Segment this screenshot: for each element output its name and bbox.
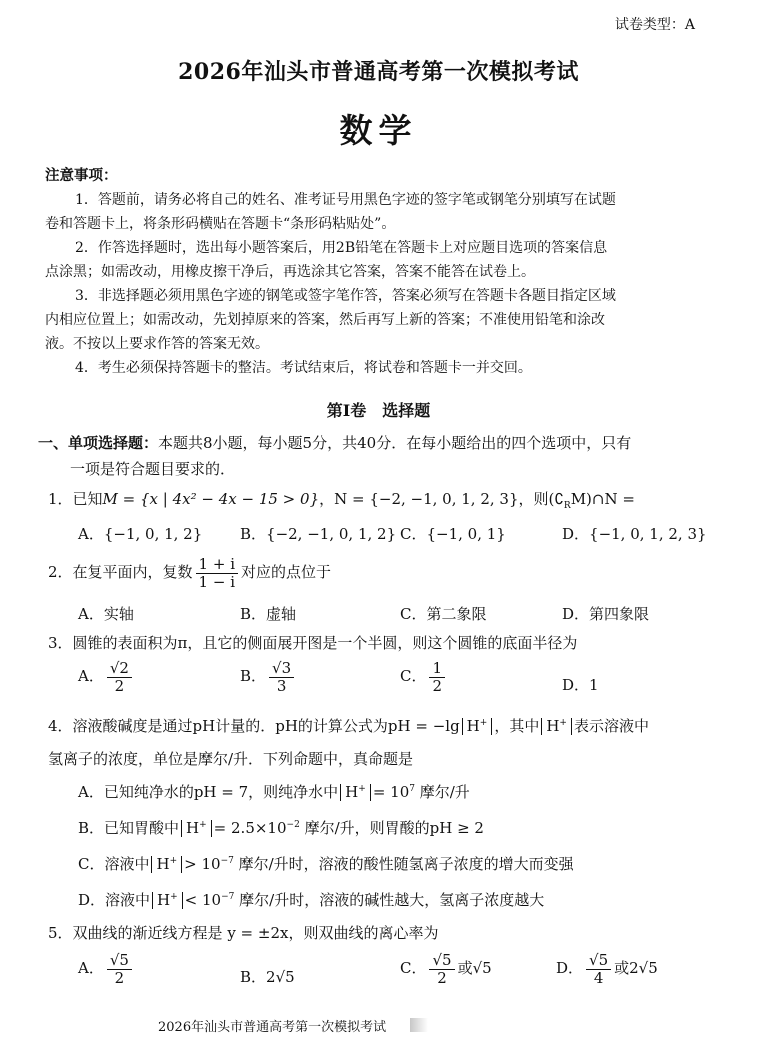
q3-a-fraction [107, 660, 132, 694]
q4-a-eq: = 10 [372, 783, 410, 801]
q2-denominator: 1 − i [198, 572, 235, 591]
question-5: 5．双曲线的渐近线方程是 y = ±2x，则双曲线的离心率为 [48, 924, 439, 942]
q3-d-value: 1 [589, 676, 599, 694]
q3-option-d [562, 674, 599, 695]
q3-d-label: D． [562, 676, 590, 694]
q3-c-label: C． [400, 667, 427, 685]
q4-c-text: C．溶液中 [78, 855, 150, 873]
notice-line: 4．考生必须保持答题卡的整洁。考试结束后，将试卷和答题卡一并交回。 [75, 360, 532, 376]
q5-a-num: √5 [107, 952, 132, 970]
q4-c-exp: −7 [220, 856, 234, 866]
q4-c-eq: > 10 [184, 855, 221, 873]
q4-option-b [78, 817, 484, 838]
part-text: 本题共8小题，每小题5分，共40分．在每小题给出的四个选项中，只有 [158, 434, 632, 452]
q5-c-den: 2 [437, 968, 447, 987]
q4-h-sym-2: H [546, 717, 560, 735]
q5-d-tail: 或2√5 [614, 959, 658, 977]
q3-b-fraction [269, 660, 294, 694]
q5-option-a [78, 952, 135, 986]
notice-line: 内相应位置上；如需改动，先划掉原来的答案，然后再写上新的答案；不准使用铅笔和涂改 [45, 312, 605, 328]
q1-ask-sub: R [563, 501, 571, 511]
part-text-line2: 一项是符合题目要求的． [70, 460, 236, 478]
q5-c-fraction [429, 952, 454, 986]
q3-c-num: 1 [429, 660, 445, 678]
q2-option-d: D．第四象限 [562, 605, 650, 623]
q1-option-a: A．{−1, 0, 1, 2} [78, 525, 203, 543]
q3-c-fraction [429, 660, 445, 694]
q3-a-label: A． [78, 667, 104, 685]
q4-a-exp: 7 [409, 784, 415, 794]
q4-b-h-sym: H [186, 819, 200, 837]
q4-a-tail: 摩尔/升 [414, 783, 470, 801]
q1-prefix: 1．已知 [48, 490, 103, 508]
question-2 [48, 556, 331, 590]
q3-b-den: 3 [276, 676, 287, 695]
q2-option-b: B．虚轴 [240, 605, 297, 623]
q4-c-h-sym: H [156, 855, 170, 873]
q4-h-ion: H+ [462, 718, 493, 735]
q4-b-h-ion: H+ [181, 820, 212, 837]
q2-fraction [196, 556, 238, 590]
q2-prefix: 2．在复平面内，复数 [48, 563, 193, 581]
q1-set-m: M = {x | 4x² − 4x − 15 > 0} [102, 490, 320, 508]
q4-a-h-ion: H+ [340, 784, 371, 801]
q5-d-label: D． [556, 959, 584, 977]
q4-a-h-sym: H [345, 783, 359, 801]
q4-text-b: ，其中 [494, 717, 540, 735]
q3-a-num: √2 [107, 660, 132, 678]
question-4-line1 [48, 715, 649, 736]
q3-option-b [240, 660, 297, 694]
q2-option-a: A．实轴 [78, 605, 134, 623]
q2-option-c: C．第二象限 [400, 605, 487, 623]
q5-option-d [556, 952, 658, 986]
notice-line: 2．作答选择题时，选出每小题答案后，用2B铅笔在答题卡上对应题目选项的答案信息 [75, 240, 608, 256]
footer-fade [410, 1018, 428, 1032]
q4-h-ion-2: H+ [541, 718, 572, 735]
q1-option-d: D．{−1, 0, 1, 2, 3} [562, 525, 707, 543]
q1-ask: ，则(∁ [518, 490, 564, 508]
question-3: 3．圆锥的表面积为π，且它的侧面展开图是一个半圆，则这个圆锥的底面半径为 [48, 634, 578, 652]
paper-type-label: 试卷类型：A [614, 17, 695, 33]
question-1 [48, 488, 635, 511]
q4-c-tail: 摩尔/升时，溶液的酸性随氢离子浓度的增大而变强 [233, 855, 574, 873]
q4-d-tail: 摩尔/升时，溶液的碱性越大，氢离子浓度越大 [234, 891, 545, 909]
q4-option-c [78, 853, 574, 874]
q1-option-c: C．{−1, 0, 1} [400, 525, 506, 543]
q5-d-fraction [586, 952, 611, 986]
q5-c-tail: 或√5 [457, 959, 492, 977]
q3-b-num: √3 [269, 660, 294, 678]
q5-d-num: √5 [586, 952, 611, 970]
q2-suffix: 对应的点位于 [241, 563, 332, 581]
notice-line: 液。不按以上要求作答的答案无效。 [45, 336, 269, 352]
q4-d-h-sym: H [157, 891, 171, 909]
notice-heading: 注意事项： [45, 167, 118, 184]
exam-title: 2026年汕头市普通高考第一次模拟考试 [178, 59, 579, 85]
q3-option-a [78, 660, 135, 694]
part-label: 一、单项选择题： [38, 434, 159, 452]
q3-option-c [400, 660, 448, 694]
q4-h-sym: H [466, 717, 480, 735]
q4-a-text: A．已知纯净水的pH = 7，则纯净水中 [78, 783, 339, 801]
q5-a-den: 2 [114, 968, 125, 987]
q4-b-eq: = 2.5×10 [213, 819, 287, 837]
q5-c-label: C． [400, 959, 427, 977]
q4-b-exp: −2 [286, 820, 300, 830]
q4-b-tail: 摩尔/升，则胃酸的pH ≥ 2 [299, 819, 484, 837]
q3-b-label: B． [240, 667, 267, 685]
q4-option-a [78, 781, 470, 802]
q4-text-a: 4．溶液酸碱度是通过pH计量的．pH的计算公式为pH = −lg [48, 717, 460, 735]
part-instructions [38, 432, 631, 453]
page-footer: 2026年汕头市普通高考第一次模拟考试 [158, 1020, 387, 1035]
q4-d-eq: < 10 [184, 891, 222, 909]
q5-c-num: √5 [429, 952, 454, 970]
q4-option-d [78, 889, 544, 910]
q5-option-c [400, 952, 492, 986]
notice-line: 点涂黑；如需改动，用橡皮擦干净后，再选涂其它答案，答案不能答在试卷上。 [45, 264, 535, 280]
q1-set-n: ，N = {−2, −1, 0, 1, 2, 3} [319, 490, 519, 508]
q3-c-den: 2 [432, 676, 443, 695]
notice-line: 卷和答题卡上，将条形码横贴在答题卡“条形码粘贴处”。 [45, 216, 396, 232]
q1-option-b: B．{−2, −1, 0, 1, 2} [240, 525, 397, 543]
q2-numerator: 1 + i [196, 556, 238, 574]
section-heading: 第Ⅰ卷 选择题 [326, 401, 431, 420]
notice-line: 3．非选择题必须用黑色字迹的钢笔或签字笔作答，答案必须写在答题卡各题目指定区域 [75, 288, 616, 304]
q5-a-fraction [107, 952, 132, 986]
q4-text-c: 表示溶液中 [573, 717, 649, 735]
q1-ask-tail: M)∩N = [570, 490, 635, 508]
q4-d-exp: −7 [221, 892, 235, 902]
notice-line: 1．答题前，请务必将自己的姓名、准考证号用黑色字迹的签字笔或钢笔分别填写在试题 [75, 192, 616, 208]
subject-title: 数学 [339, 111, 418, 150]
q4-c-h-ion: H+ [151, 856, 182, 873]
q4-d-text: D．溶液中 [78, 891, 151, 909]
q4-b-text: B．已知胃酸中 [78, 819, 180, 837]
q3-a-den: 2 [114, 676, 125, 695]
q5-a-label: A． [78, 959, 104, 977]
question-4-line2: 氢离子的浓度，单位是摩尔/升．下列命题中，真命题是 [48, 750, 414, 768]
q5-d-den: 4 [593, 968, 604, 987]
q5-option-b: B．2√5 [240, 968, 295, 986]
q4-d-h-ion: H+ [152, 892, 183, 909]
